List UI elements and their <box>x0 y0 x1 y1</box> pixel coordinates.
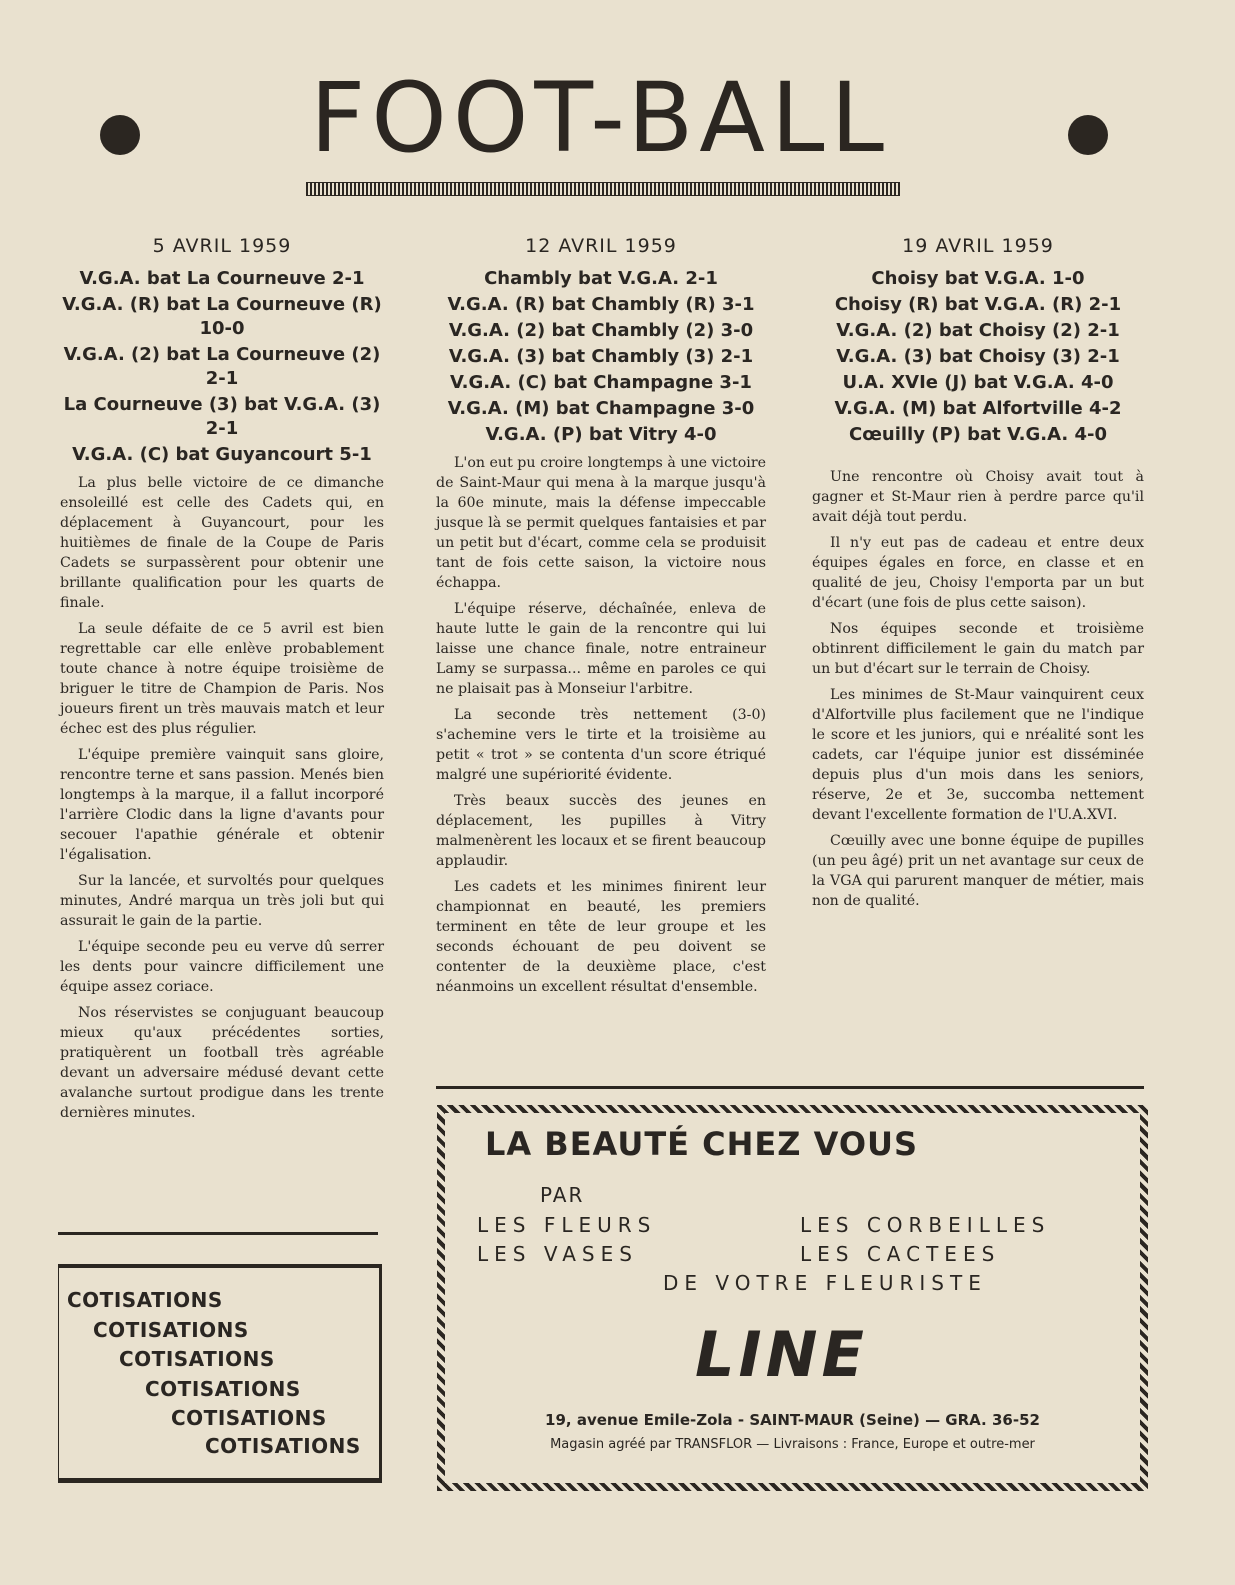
article-paragraph: Sur la lancée, et survoltés pour quelques minutes, André marqua un très joli but qui assurait le gain de la partie. <box>60 873 384 929</box>
result-line: V.G.A. (R) bat La Courneuve (R) 10-0 <box>62 294 382 339</box>
result-line: V.G.A. (2) bat La Courneuve (2) 2-1 <box>63 344 381 389</box>
result-line: Cœuilly (P) bat V.G.A. 4-0 <box>849 424 1107 445</box>
article-paragraph: Nos réservistes se conjuguant beaucoup mieux qu'aux précédentes sorties, pratiquèrent un football très agréable devant un adversaire médusé devant cette avalanche surtout prodigue dans les trente dernières minutes. <box>60 1005 384 1121</box>
bullet-left-icon <box>100 115 140 155</box>
column-date: 5 AVRIL 1959 <box>152 235 292 257</box>
result-line: V.G.A. (M) bat Champagne 3-0 <box>447 398 755 419</box>
ad-headline: LA BEAUTÉ CHEZ VOUS <box>485 1125 919 1163</box>
result-line: U.A. XVIe (J) bat V.G.A. 4-0 <box>842 372 1114 393</box>
result-line: V.G.A. (C) bat Guyancourt 5-1 <box>72 444 372 465</box>
ad-footer: Magasin agréé par TRANSFLOR — Livraisons : France, Europe et outre-mer <box>550 1437 1035 1452</box>
ad-address: 19, avenue Emile-Zola - SAINT-MAUR (Seine) — GRA. 36-52 <box>545 1411 1040 1429</box>
column-12-avril <box>436 235 766 1003</box>
cotisations-line: COTISATIONS <box>93 1318 249 1342</box>
result-line: Choisy bat V.G.A. 1-0 <box>871 268 1085 289</box>
article-paragraph: Cœuilly avec une bonne équipe de pupilles (un peu âgé) prit un net avantage sur ceux de la VGA qui parurent manquer de métier, mais non de qualité. <box>812 833 1144 909</box>
ad-fleuriste: DE VOTRE FLEURISTE <box>663 1271 987 1295</box>
ad-vases: LES VASES <box>477 1242 638 1266</box>
cotisations-box <box>58 1264 382 1483</box>
result-line: V.G.A. (3) bat Chambly (3) 2-1 <box>448 346 754 367</box>
florist-advertisement <box>437 1105 1148 1491</box>
result-line: V.G.A. (2) bat Chambly (2) 3-0 <box>448 320 754 341</box>
cotisations-line: COTISATIONS <box>67 1288 223 1312</box>
ad-corbeilles: LES CORBEILLES <box>800 1213 1051 1237</box>
article-paragraph: La seconde très nettement (3-0) s'achemine vers le tirte et la troisième au petit « trot » se contenta d'un score étriqué malgré une supériorité évidente. <box>436 707 766 783</box>
article-paragraph: L'on eut pu croire longtemps à une victoire de Saint-Maur qui mena à la marque jusqu'à la 60e minute, mais la défense impeccable jusque là se permit quelques fantaisies et par un petit but d'écart, comme cela se produisit tant de fois cette saison, la victoire nous échappa. <box>436 455 766 591</box>
result-line: V.G.A. (3) bat Choisy (3) 2-1 <box>836 346 1120 367</box>
result-line: V.G.A. (2) bat Choisy (2) 2-1 <box>836 320 1120 341</box>
cotisations-line: COTISATIONS <box>205 1434 361 1458</box>
article-paragraph: Les minimes de St-Maur vainquirent ceux d'Alfortville plus facilement que ne l'indique le score et les juniors, qui e nréalité sont les cadets, car l'équipe junior est disséminée depuis plus d'un mois dans les seniors, réserve, 2e et 3e, succomba nettement devant l'excellente formation de l'U.A.XVI. <box>812 687 1144 823</box>
line-logo: LINE <box>695 1318 868 1391</box>
page-title: FOOT-BALL <box>310 62 890 174</box>
ad-fleurs: LES FLEURS <box>477 1213 657 1237</box>
article-paragraph: Les cadets et les minimes finirent leur championnat en beauté, les premiers terminent en tête de leur groupe et les seconds échouant de peu doivent se contenter de la deuxième place, c'est néanmoins un excellent résultat d'ensemble. <box>436 879 766 995</box>
column-5-avril <box>60 235 384 1129</box>
cotisations-line: COTISATIONS <box>171 1406 327 1430</box>
cotisations-line: COTISATIONS <box>145 1377 301 1401</box>
article-paragraph: Nos équipes seconde et troisième obtinrent difficilement le gain du match par un but d'écart sur le terrain de Choisy. <box>812 621 1144 677</box>
column-date: 19 AVRIL 1959 <box>902 235 1054 257</box>
result-line: V.G.A. bat La Courneuve 2-1 <box>79 268 365 289</box>
bullet-right-icon <box>1068 115 1108 155</box>
result-line: Choisy (R) bat V.G.A. (R) 2-1 <box>834 294 1122 315</box>
article-paragraph: La seule défaite de ce 5 avril est bien regrettable car elle enlève probablement toute chance à notre équipe troisième de briguer le titre de Champion de Paris. Nos joueurs firent un très mauvais match et leur échec est des plus régulier. <box>60 621 384 737</box>
ad-cactees: LES CACTEES <box>800 1242 1001 1266</box>
result-line: La Courneuve (3) bat V.G.A. (3) 2-1 <box>63 394 381 439</box>
title-rule <box>306 182 900 196</box>
result-line: V.G.A. (P) bat Vitry 4-0 <box>485 424 717 445</box>
article-paragraph: Il n'y eut pas de cadeau et entre deux équipes égales en force, en classe et en qualité de jeu, Choisy l'emporta par un but d'écart (une fois de plus cette saison). <box>812 535 1144 611</box>
divider <box>58 1232 378 1235</box>
result-line: V.G.A. (R) bat Chambly (R) 3-1 <box>447 294 755 315</box>
article-paragraph: Une rencontre où Choisy avait tout à gagner et St-Maur rien à perdre parce qu'il avait déjà tout perdu. <box>812 469 1144 525</box>
divider <box>436 1086 1144 1089</box>
article-paragraph: L'équipe réserve, déchaînée, enleva de haute lutte le gain de la rencontre qui lui laisse une chance finale, notre entraineur Lamy se surpassa... même en paroles ce qui ne plaisait pas à Monseiur l'arbitre. <box>436 601 766 697</box>
article-paragraph: La plus belle victoire de ce dimanche ensoleillé est celle des Cadets qui, en déplacement à Guyancourt, pour les huitièmes de finale de la Coupe de Paris Cadets se surpassèrent pour obtenir une brillante qualification pour les quarts de finale. <box>60 475 384 611</box>
article-paragraph: Très beaux succès des jeunes en déplacement, les pupilles à Vitry malmenèrent les locaux et se firent beaucoup applaudir. <box>436 793 766 869</box>
cotisations-line: COTISATIONS <box>119 1347 275 1371</box>
ad-par: PAR <box>540 1183 585 1207</box>
article-paragraph: L'équipe seconde peu eu verve dû serrer les dents pour vaincre difficilement une équipe assez coriace. <box>60 939 384 995</box>
column-19-avril <box>812 235 1144 917</box>
result-line: Chambly bat V.G.A. 2-1 <box>484 268 718 289</box>
article-paragraph: L'équipe première vainquit sans gloire, rencontre terne et sans passion. Menés bien longtemps à la marque, il a fallut incorporé l'arrière Clodic dans la ligne d'avants pour secouer l'apathie générale et obtenir l'égalisation. <box>60 747 384 863</box>
result-line: V.G.A. (C) bat Champagne 3-1 <box>450 372 752 393</box>
column-date: 12 AVRIL 1959 <box>525 235 677 257</box>
result-line: V.G.A. (M) bat Alfortville 4-2 <box>834 398 1122 419</box>
